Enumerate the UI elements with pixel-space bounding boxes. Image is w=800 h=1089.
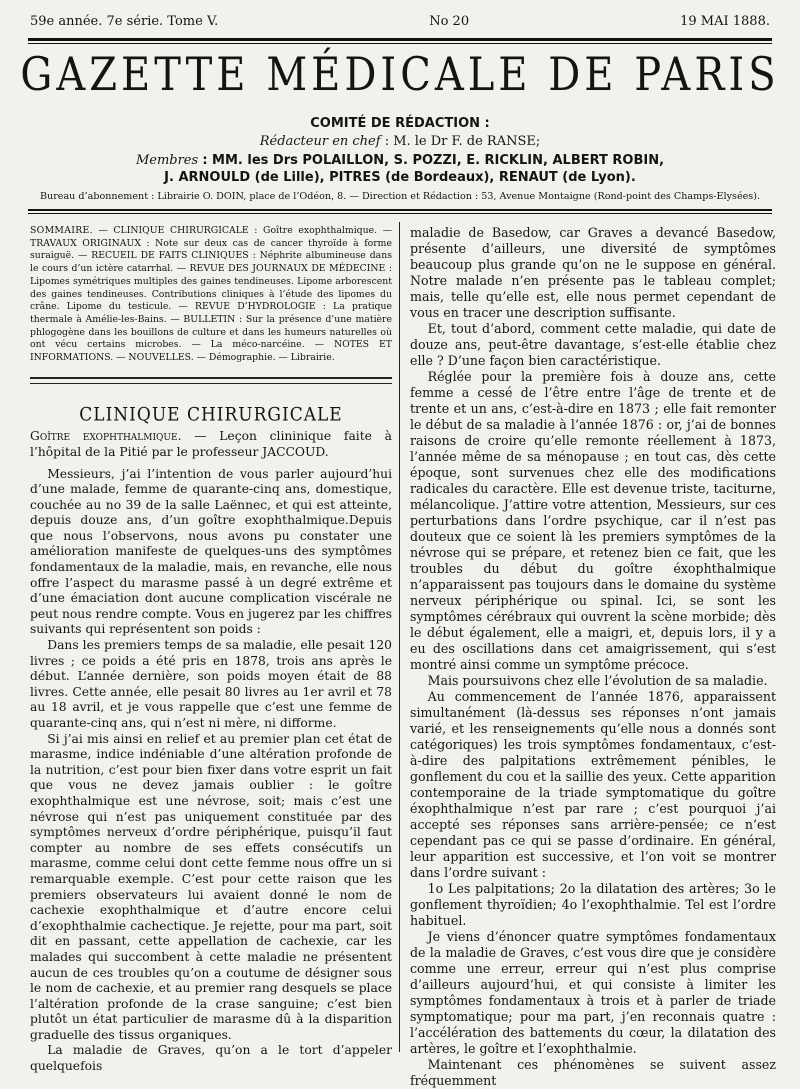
section-title: CLINIQUE CHIRURGICALE [79, 403, 343, 426]
paragraph: Maintenant ces phénomènes se suivent assez fréquemment [410, 1057, 776, 1088]
lecture-heading [30, 429, 392, 460]
top-rule [28, 38, 772, 41]
paragraph: Au commencement de l’année 1876, apparaissent simultanément (là-dessus ses réponses n’ont jamais varié, et les renseignements qu’elle nous a donnés sont catégoriques) les trois symptômes fondamentaux, c’est-à-dire des palpitations extrêmement pénibles, le gonflement du cou et la saillie des yeux. Cette apparition contemporaine de la triade symptomatique du goître éxophthalmique n’est par rare ; c’est pourquoi j’ai accepté ses réponses sans arrière-pensée; ce n’est cependant pas ce qui se passe d’ordinaire. En général, leur apparition est successive, et l’on voit se montrer dans l’ordre suivant : [410, 689, 776, 880]
issue-number: No 20 [429, 14, 470, 29]
paragraph: La maladie de Graves, qu’on a le tort d’appeler quelquefois [30, 1043, 392, 1074]
volume-info: 59e année. 7e série. Tome V. [30, 14, 219, 29]
paragraph: Réglée pour la première fois à douze ans, cette femme a cessé de l’être entre l’âge de trente et de trente et un ans, c’est-à-dire en 1873 ; elle fait remonter le début de sa maladie à l’année 1876 : or, j’ai de bonnes raisons de croire qu’elle remonte réellement à 1873, l’année même de sa ménopause ; en tout cas, dès cette époque, sont survenues chez elle des modifications radicales du caractère. Elle est devenue triste, taciturne, mélancolique. J’attire votre attention, Messieurs, sur ces perturbations dans l’ordre psychique, car il n’est pas douteux que ce soient là les premiers symptômes de la névrose qui se prépare, et retenez bien ce fait, que les troubles du début du goître éxophthalmique n’apparaissent pas toujours dans le domaine du système nerveux périphérique ou spinal. Ici, se sont les symptômes cérébraux qui ouvrent la scène morbide; dès le début également, elle a maigri, et, depuis lors, il y a eu des oscillations dans cet amaigrissement, qui s’est montré ainsi comme un symptôme précoce. [410, 369, 776, 672]
paragraph: Si j’ai mis ainsi en relief et au premier plan cet état de marasme, indice indéniable d’une altération profonde de la nutrition, c’est pour bien fixer dans votre esprit un fait que vous ne devez jamais oublier : le goître exophthalmique est une névrose, soit; mais c’est une névrose qui n’est pas uniquement constituée par des symptômes nerveux d’ordre périphérique, puisqu’il faut compter au nombre de ses effets consécutifs un marasme, comme celui dont cette femme nous offre un si remarquable exemple. C’est pour cette raison que les premiers observateurs lui avaient donné le nom de cachexie exophthalmique et d’autre encore celui d’exophthalmie cachectique. Je rejette, pour ma part, soit dit en passant, cette appellation de cachexie, car les malades qui succombent à cette maladie ne présentent aucun de ces troubles qu’on a coutume de désigner sous le nom de cachexie, et au premier rang desquels se place l’altération profonde de la crase sanguine; c’est bien plutôt un état particulier de marasme dû à la disparition graduelle des tissus organiques. [30, 731, 392, 1042]
summary-text: — CLINIQUE CHIRURGICALE : Goître exophthalmique. — TRAVAUX ORIGINAUX : Note sur deux cas de cancer thyroïde à forme suraiguë. — RECUEIL DE FAITS CLINIQUES : Néphrite albumineuse dans le cours d’un ictère catarrhal. — REVUE DES JOURNAUX DE MÉDECINE : Lipomes symétriques multiples des gaines tendineuses. Lipome arborescent des gaines tendineuses. Contributions cliniques à l’étude des lipomes du crâne. Lipome du testicule. — REVUE D’HYDROLOGIE : La pratique thermale à Amélie-les-Bains. — BULLETIN : Sur la présence d’une matière phlogogène dans les bouillons de culture et dans les humeurs naturelles où ont vécu certains microbes. — La méco-narcéine. — NOTES ET INFORMATIONS. — NOUVELLES. — Démographie. — Librairie. [30, 225, 392, 364]
summary-label: SOMMAIRE. [30, 225, 93, 236]
paragraph: Je viens d’énoncer quatre symptômes fondamentaux de la maladie de Graves, c’est vous dire que je considère comme une erreur, erreur qui n’est plus comprise d’ailleurs aujourd’hui, et qui consiste à limiter les symptômes fondamentaux à trois et à parler de triade symptomatique; pour ma part, j’en reconnais quatre : l’accélération des battements du cœur, la dilatation des artères, le goître et l’exophthalmie. [410, 929, 776, 1056]
office-address: Bureau d’abonnement : Librairie O. DOIN, place de l’Odéon, 8. — Direction et Rédaction : 53, Avenue Montaigne (Rond-point des Champs-Elysées). [39, 191, 761, 202]
members-line-1: Membres : MM. les Drs POLAILLON, S. POZZI, E. RICKLIN, ALBERT ROBIN, [135, 153, 665, 168]
column-divider [399, 222, 400, 1052]
top-rule-thin [28, 43, 772, 44]
lecture-text: — Leçon clininique faite à l’hôpital de la Pitié par le professeur JACCOUD. [30, 429, 392, 459]
left-column [30, 225, 392, 1075]
right-column [410, 225, 776, 1089]
summary-divider-thin [30, 383, 392, 384]
paragraph: Messieurs, j’ai l’intention de vous parler aujourd’hui d’une malade, femme de quarante-cinq ans, domestique, couchée au no 39 de la salle Laënnec, et qui est atteinte, depuis douze ans, d’un goître exophthalmique.Depuis que nous l’observons, nous avons pu constater une amélioration manifeste de quelques-uns des symptômes fondamentaux de la maladie, mais, en revanche, elle nous offre l’aspect du marasme passé à un degré extrême et d’une émaciation dont aucune complication viscérale ne peut nous rendre compte. Vous en jugerez par les chiffres suivants qui représentent son poids : [30, 466, 392, 637]
editor-in-chief: Rédacteur en chef : M. le Dr F. de RANSE; [259, 134, 541, 149]
masthead-title: GAZETTE MÉDICALE DE PARIS [20, 48, 780, 102]
paragraph: Et, tout d’abord, comment cette maladie, qui date de douze ans, peut-être davantage, s’est-elle établie chez elle ? D’une façon bien caractéristique. [410, 321, 776, 368]
header-bottom-rule [28, 209, 772, 211]
summary-box [30, 225, 392, 365]
header-bottom-rule-thin [28, 213, 772, 214]
paragraph: 1o Les palpitations; 2o la dilatation des artères; 3o le gonflement thyroïdien; 4o l’exophthalmie. Tel est l’ordre habituel. [410, 881, 776, 928]
paragraph: maladie de Basedow, car Graves a devancé Basedow, présente d’ailleurs, une diversité de symptômes beaucoup plus grande qu’on ne le suppose en général. Notre malade n’en présente pas le tableau complet; mais, telle qu’elle est, elle nous permet cependant de vous en tracer une description suffisante. [410, 225, 776, 320]
issue-date: 19 MAI 1888. [680, 14, 770, 29]
summary-divider [30, 377, 392, 379]
paragraph: Mais poursuivons chez elle l’évolution de sa maladie. [427, 673, 768, 688]
lecture-lead: Goître exophthalmique. [30, 429, 182, 444]
paragraph: Dans les premiers temps de sa maladie, elle pesait 120 livres ; ce poids a été pris en 1878, trois ans après le début. L’année dernière, son poids moyen était de 88 livres. Cette année, elle pesait 80 livres au 1er avril et 78 au 18 avril, et je vous rappelle que c’est une femme de quarante-cinq ans, qui n’est ni mère, ni difforme. [30, 638, 392, 731]
issue-line [30, 14, 770, 36]
members-line-2: J. ARNOULD (de Lille), PITRES (de Bordeaux), RENAUT (de Lyon). [164, 170, 636, 185]
committee-title: COMITÉ DE RÉDACTION : [310, 116, 490, 131]
